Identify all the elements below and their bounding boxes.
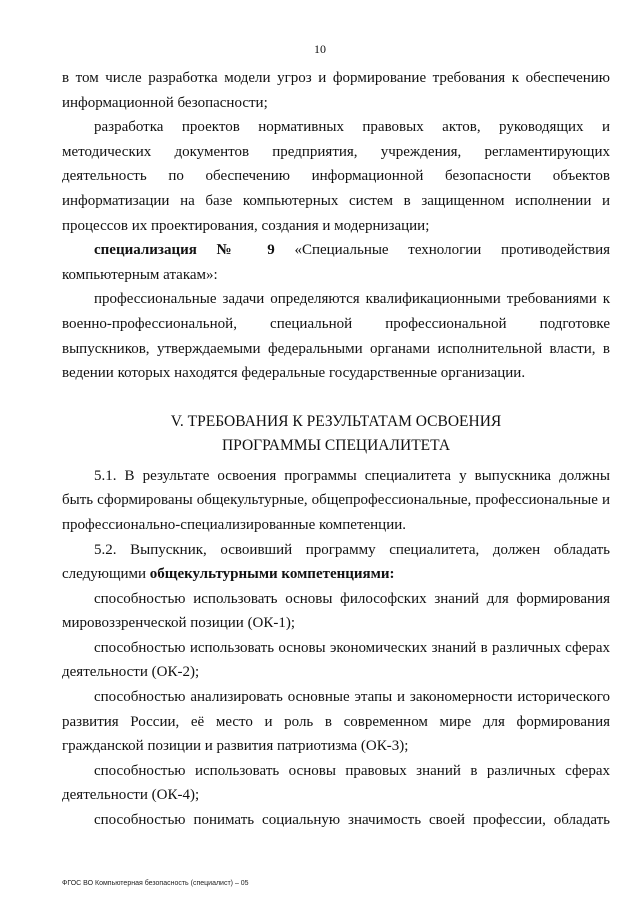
competency-item: способностью анализировать основные этапы и закономерности исторического развития России, её место и роль в современном мире для формирования гражданской позиции и развития патриотизма (ОК-3); <box>62 689 610 755</box>
paragraph: в том числе разработка модели угроз и формирование требования к обеспечению информационной безопасности; <box>62 70 610 111</box>
specialization-title: «Специальные технологии противодействия компьютерным атакам»: <box>62 242 610 283</box>
competencies-intro <box>62 538 610 587</box>
competency-item: способностью понимать социальную значимость своей профессии, обладать <box>94 812 610 829</box>
paragraph: 5.1. В результате освоения программы специалитета у выпускника должны быть сформированы общекультурные, общепрофессиональные, профессиональные и профессионально-специализированные компетенции. <box>62 467 610 533</box>
paragraph: профессиональные задачи определяются квалификационными требованиями к военно-профессиональной, специальной профессиональной подготовке выпускников, утверждаемыми федеральными органами исполнительной власти, в ведении которых находятся федеральные государственные организации. <box>62 291 610 382</box>
competencies-intro-text: 5.2. Выпускник, освоивший программу специалитета, должен обладать следующими <box>62 541 610 583</box>
section-heading-line-1: V. ТРЕБОВАНИЯ К РЕЗУЛЬТАТАМ ОСВОЕНИЯ <box>170 412 502 430</box>
competency-item: способностью использовать основы экономических знаний в различных сферах деятельности (ОК-2); <box>62 639 610 681</box>
footer-note: ФГОС ВО Компьютерная безопасность (специалист) – 05 <box>62 880 249 887</box>
page-number: 10 <box>314 42 326 56</box>
specialization-label: специализация № 9 <box>94 242 275 259</box>
section-heading <box>62 410 610 458</box>
section-heading-line-2: ПРОГРАММЫ СПЕЦИАЛИТЕТА <box>221 436 451 454</box>
specialization-paragraph <box>62 238 610 287</box>
competency-item: способностью использовать основы философских знаний для формирования мировоззренческой позиции (ОК-1); <box>62 590 610 632</box>
competencies-label: общекультурными компетенциями: <box>149 566 395 583</box>
document-body <box>62 66 610 833</box>
paragraph: разработка проектов нормативных правовых актов, руководящих и методических документов предприятия, учреждения, регламентирующих деятельность по обеспечению информационной безопасности объектов информатизации на базе компьютерных систем в защищенном исполнении и процессов их проектирования, создания и модернизации; <box>62 119 610 234</box>
competency-item: способностью использовать основы правовых знаний в различных сферах деятельности (ОК-4); <box>62 762 610 804</box>
